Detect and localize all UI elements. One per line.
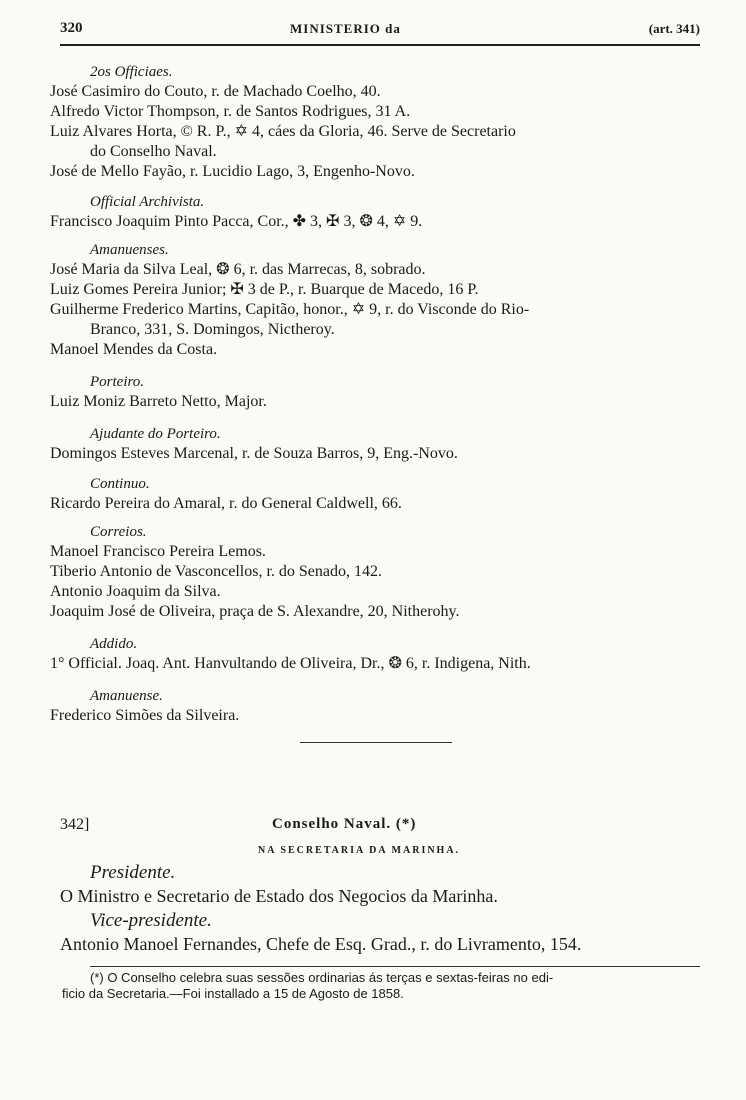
entry: Manoel Francisco Pereira Lemos.	[50, 543, 266, 560]
entry-continuation: do Conselho Naval.	[90, 143, 217, 160]
footnote-line: ficio da Secretaria.—Foi installado a 15 de Agosto de 1858.	[62, 986, 404, 1001]
section-continuo	[50, 474, 700, 514]
entry-continuation: Branco, 331, S. Domingos, Nictheroy.	[90, 321, 335, 338]
section-divider	[300, 742, 452, 743]
section-official-archivista	[50, 192, 700, 232]
section-porteiro	[50, 372, 700, 412]
section-heading: Addido.	[90, 636, 138, 652]
page-number: 320	[60, 20, 83, 36]
entry: Antonio Joaquim da Silva.	[50, 583, 221, 600]
section-heading: Correios.	[90, 524, 147, 540]
section-title: Conselho Naval. (*)	[272, 816, 417, 832]
entry: Manoel Mendes da Costa.	[50, 341, 218, 358]
entry: Francisco Joaquim Pinto Pacca, Cor., ✤ 3, ✠ 3, ❂ 4, ✡ 9.	[50, 213, 423, 230]
section-heading: Amanuense.	[90, 688, 163, 704]
section-heading: Continuo.	[90, 476, 150, 492]
presidente-heading: Presidente.	[90, 862, 176, 883]
article-number: 342]	[60, 816, 90, 833]
entry: Alfredo Victor Thompson, r. de Santos Rodrigues, 31 A.	[50, 103, 411, 120]
entry: José Maria da Silva Leal, ❂ 6, r. das Marrecas, 8, sobrado.	[50, 261, 426, 278]
entry: Luiz Moniz Barreto Netto, Major.	[50, 393, 267, 410]
page-header	[60, 20, 700, 46]
section-subtitle: NA SECRETARIA DA MARINHA.	[258, 845, 461, 856]
entry: Frederico Simões da Silveira.	[50, 707, 240, 724]
section-amanuenses	[50, 240, 700, 360]
vice-presidente-heading: Vice-presidente.	[90, 910, 212, 931]
running-title: MINISTERIO da	[290, 21, 401, 36]
entry: Ricardo Pereira do Amaral, r. do General Caldwell, 66.	[50, 495, 402, 512]
entry: Luiz Gomes Pereira Junior; ✠ 3 de P., r. Buarque de Macedo, 16 P.	[50, 281, 479, 298]
entry: Joaquim José de Oliveira, praça de S. Alexandre, 20, Nitherohy.	[50, 603, 460, 620]
section-correios	[50, 522, 700, 622]
entry: José Casimiro do Couto, r. de Machado Coelho, 40.	[50, 83, 381, 100]
section-amanuense	[50, 686, 700, 726]
presidente-entry: O Ministro e Secretario de Estado dos Negocios da Marinha.	[60, 886, 498, 906]
footnote-rule	[90, 966, 700, 967]
conselho-officers	[60, 862, 700, 956]
section-heading: Official Archivista.	[90, 194, 205, 210]
entry: 1° Official. Joaq. Ant. Hanvultando de Oliveira, Dr., ❂ 6, r. Indigena, Nith.	[50, 655, 531, 672]
footnote-line: (*) O Conselho celebra suas sessões ordinarias ás terças e sextas-feiras no edi-	[90, 970, 554, 985]
section-addido	[50, 634, 700, 674]
entry: José de Mello Fayão, r. Lucidio Lago, 3, Engenho-Novo.	[50, 163, 415, 180]
article-ref: (art. 341)	[648, 21, 700, 36]
entry: Guilherme Frederico Martins, Capitão, honor., ✡ 9, r. do Visconde do Rio-	[50, 301, 530, 318]
footnote	[62, 970, 712, 1002]
section-heading: Amanuenses.	[90, 242, 169, 258]
section-heading: Ajudante do Porteiro.	[90, 426, 221, 442]
vice-presidente-entry: Antonio Manoel Fernandes, Chefe de Esq. Grad., r. do Livramento, 154.	[60, 934, 582, 954]
section-segundos-officiaes	[50, 62, 700, 182]
section-heading: Porteiro.	[90, 374, 145, 390]
entry: Tiberio Antonio de Vasconcellos, r. do Senado, 142.	[50, 563, 382, 580]
section-heading: 2os Officiaes.	[90, 64, 173, 80]
entry: Domingos Esteves Marcenal, r. de Souza Barros, 9, Eng.-Novo.	[50, 445, 458, 462]
entry: Luiz Alvares Horta, © R. P., ✡ 4, cáes da Gloria, 46. Serve de Secretario	[50, 123, 516, 140]
section-ajudante-porteiro	[50, 424, 700, 464]
